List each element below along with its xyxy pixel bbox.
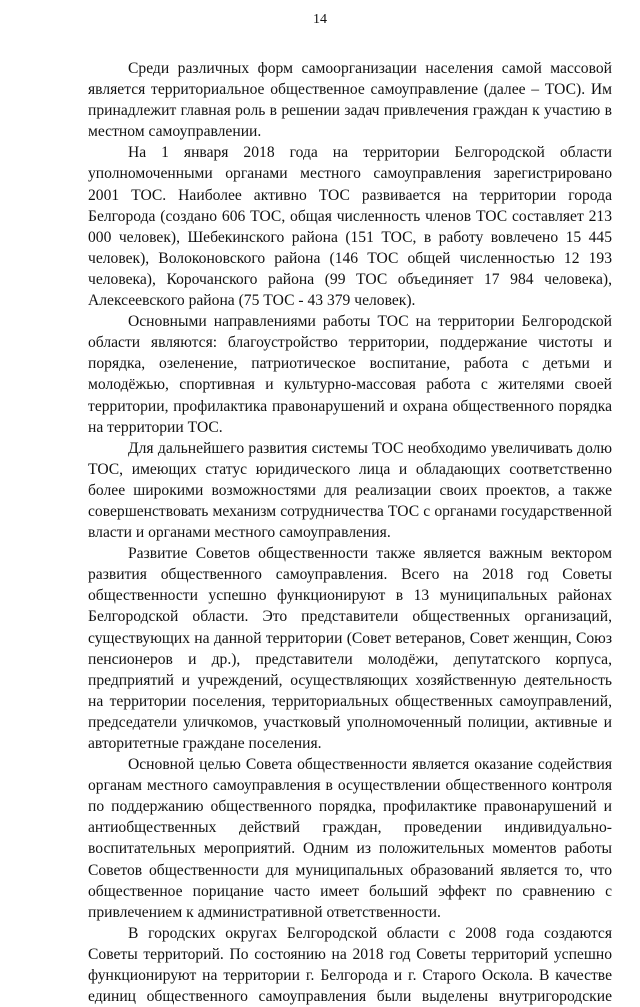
paragraph-tos-directions: Основными направлениями работы ТОС на территории Белгородской области являются: благоустройство территории, поддержание чистоты и порядка, озеленение, патриотическое воспитание, работа с детьми и молодёжью, спортивная и культурно-массовая работа с жителями своей территории, профилактика правонарушений и охрана общественного порядка на территории ТОС. <box>88 313 612 436</box>
paragraph-council-goal: Основной целью Совета общественности является оказание содействия органам местного самоуправления в осуществлении общественного контроля по поддержанию общественного порядка, профилактике правонарушений и антиобщественных действий граждан, проведении индивидуально-воспитательных мероприятий. Одним из положительных моментов работы Советов общественности для муниципальных образований является то, что общественное порицание часто имеет больший эффект по сравнению с привлечением к административной ответственности. <box>88 756 612 921</box>
paragraph-tos-development: Для дальнейшего развития системы ТОС необходимо увеличивать долю ТОС, имеющих статус юридического лица и обладающих соответственно более широкими возможностями для реализации своих проектов, а также совершенствовать механизм сотрудничества ТОС с органами государственной власти и органами местного самоуправления. <box>88 439 612 542</box>
paragraph-public-councils: Развитие Советов общественности также является важным вектором развития общественного самоуправления. Всего на 2018 год Советы общественности успешно функционируют в 13 муниципальных районах Белгородской области. Это представители общественных организаций, существующих на данной территории (Совет ветеранов, Совет женщин, Союз пенсионеров и др.), представители молодёжи, депутатского корпуса, предприятий и учреждений, осуществляющих хозяйственную деятельность на территории поселения, территориальных общественных самоуправлений, председатели уличкомов, участковый уполномоченный полиции, активные и авторитетные граждане поселения. <box>88 545 612 752</box>
paragraph-tos-statistics: На 1 января 2018 года на территории Белгородской области уполномоченными органами местного самоуправления зарегистрировано 2001 ТОС. Наиболее активно ТОС развивается на территории города Белгорода (создано 606 ТОС, общая численность членов ТОС составляет 213 000 человек), Шебекинского района (151 ТОС, в работу вовлечено 15 445 человек), Волоконовского района (146 ТОС общей численностью 12 193 человека), Корочанского района (99 ТОС объединяет 17 984 человека), Алексеевского района (75 ТОС - 43 379 человек). <box>88 144 612 310</box>
paragraph-tos-intro: Среди различных форм самоорганизации населения самой массовой является территориальное общественное самоуправление (далее – ТОС). Им принадлежит главная роль в решении задач привлечения граждан к участию в местном самоуправлении. <box>88 60 612 141</box>
page-number: 14 <box>313 12 327 27</box>
document-body <box>88 58 612 1007</box>
paragraph-territory-councils: В городских округах Белгородской области с 2008 года создаются Советы территорий. По состоянию на 2018 год Советы территорий успешно функционируют на территории г. Белгорода и г. Старого Оскола. В качестве единиц общественного самоуправления были выделены внутригородские <box>88 924 612 1006</box>
